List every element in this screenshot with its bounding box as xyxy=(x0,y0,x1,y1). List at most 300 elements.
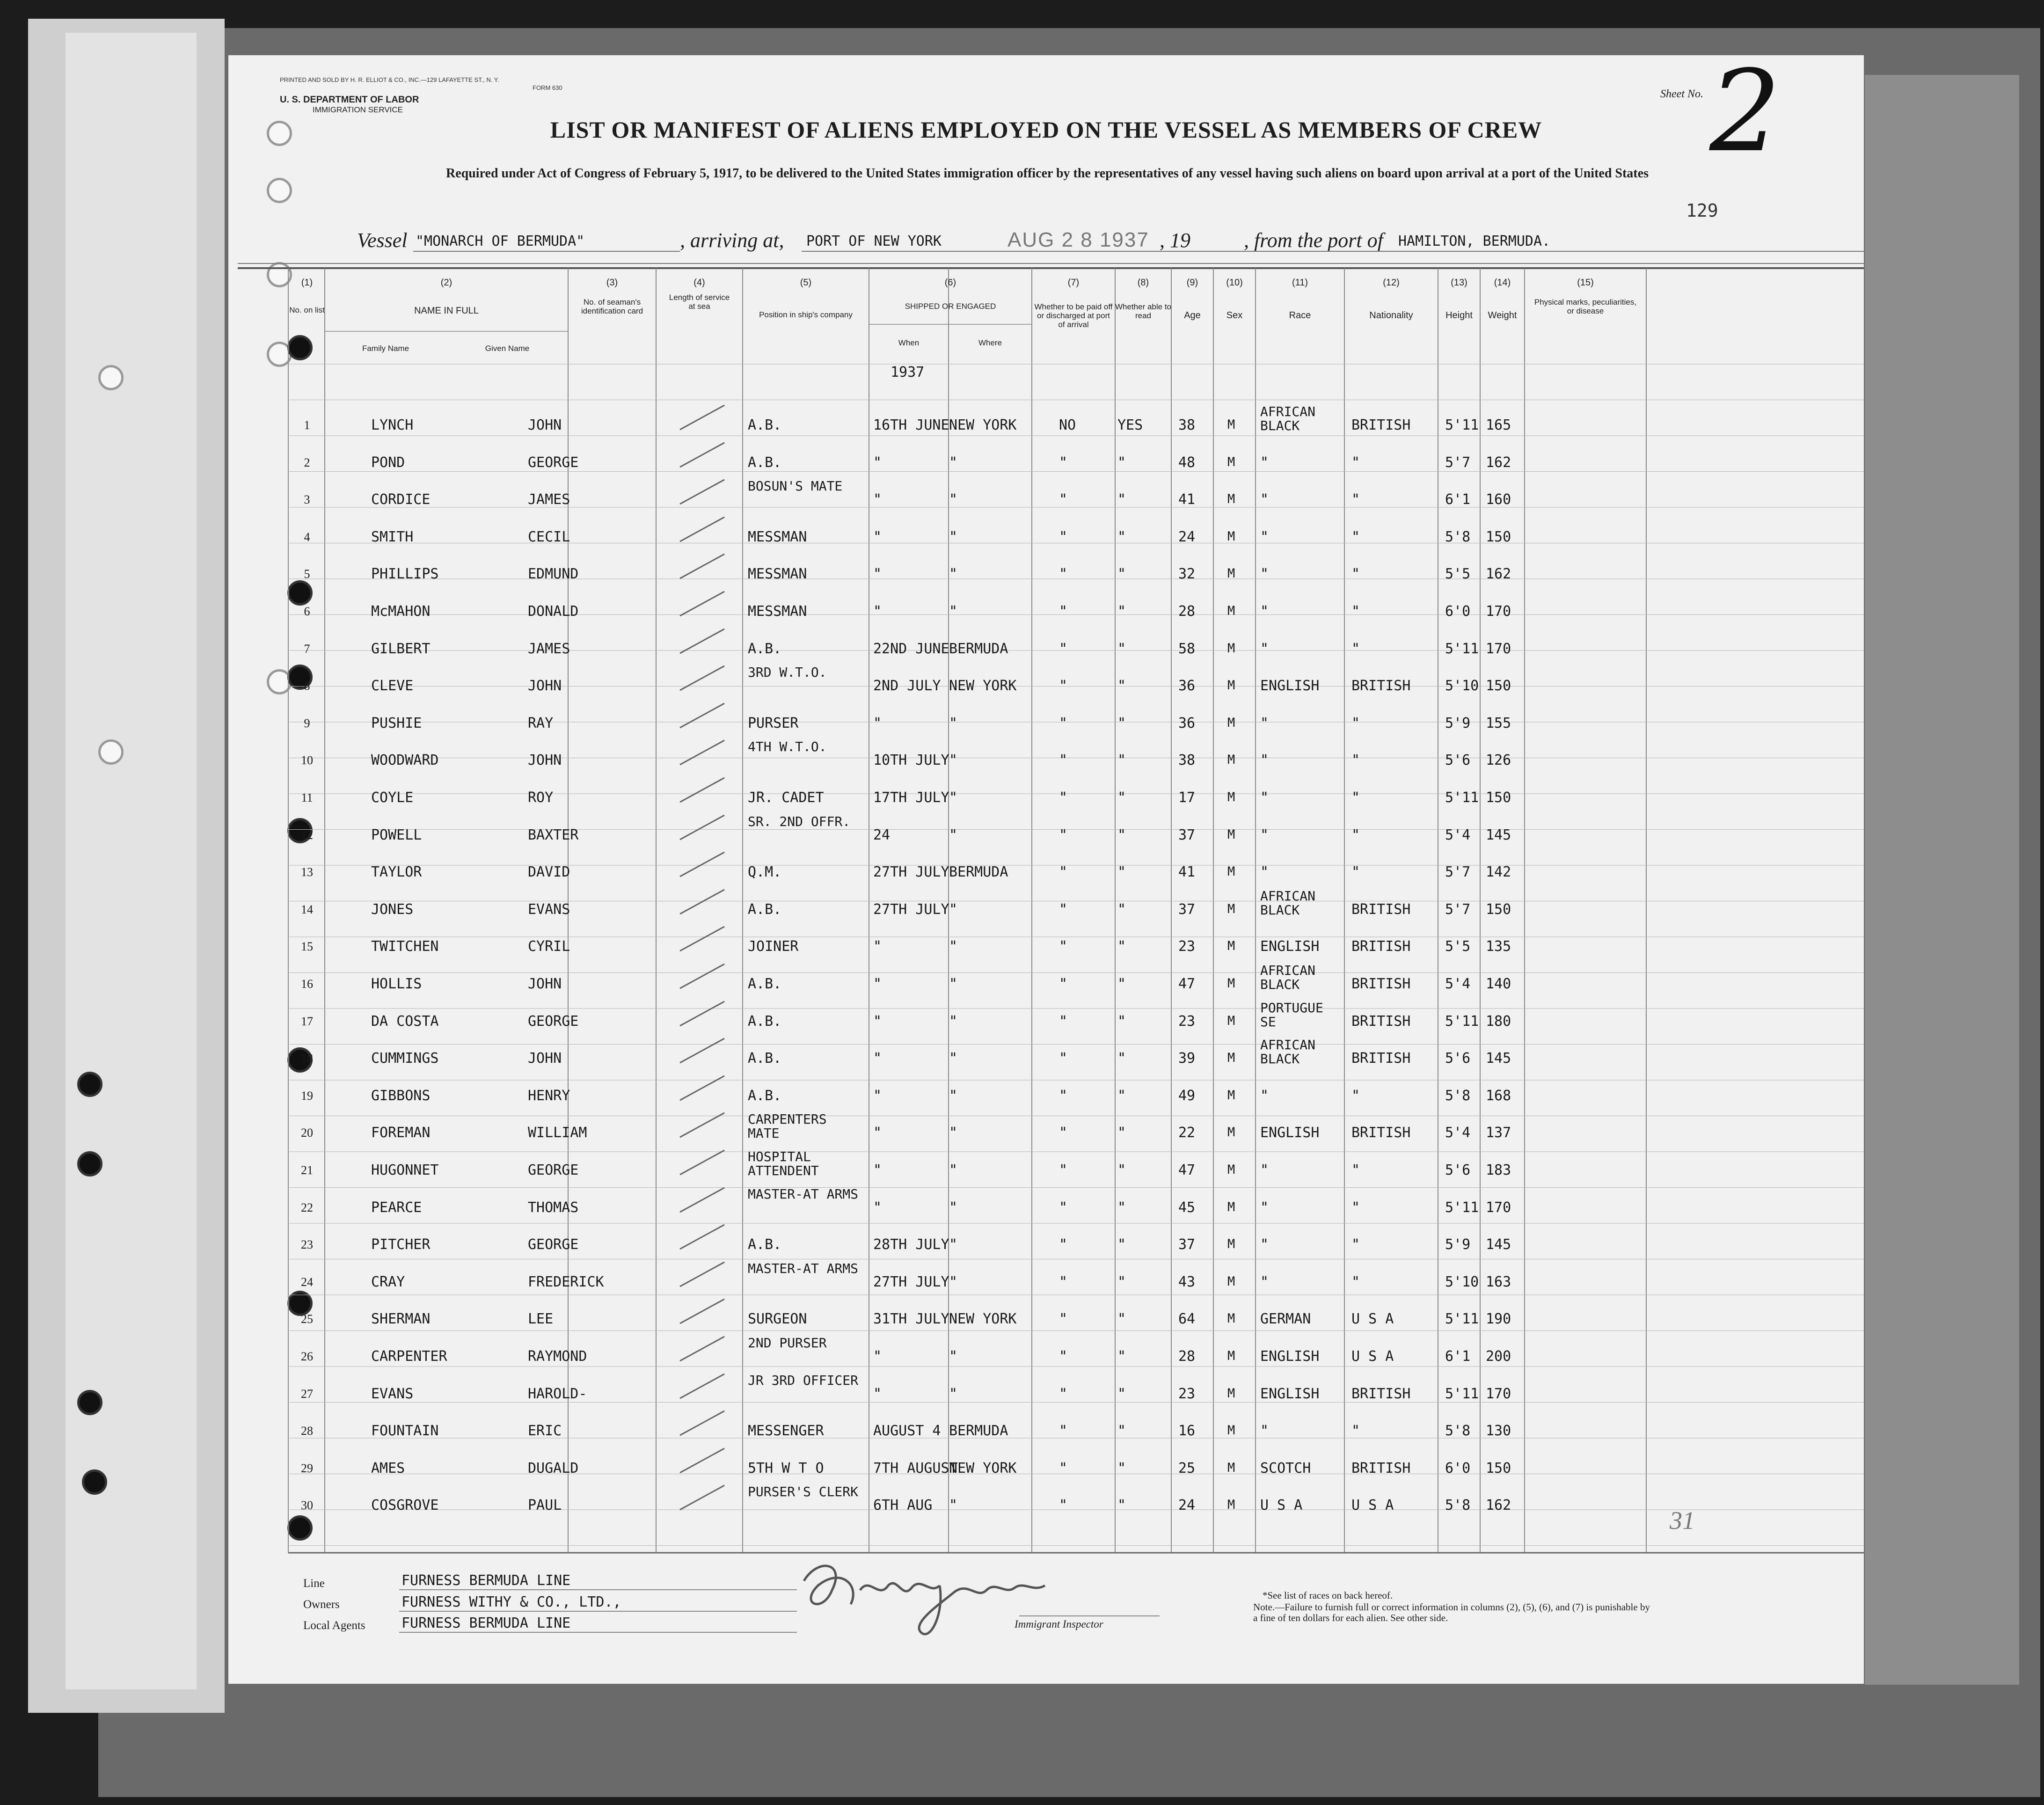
cell-height: 5'7 xyxy=(1445,864,1471,881)
check-mark xyxy=(678,625,729,658)
cell-race: " xyxy=(1260,789,1269,806)
cell-sex: M xyxy=(1227,827,1235,842)
cell-paid: " xyxy=(1059,864,1068,881)
cell-when: " xyxy=(873,938,882,955)
cell-read: " xyxy=(1117,1162,1126,1178)
cell-when: 22ND JUNE xyxy=(873,640,949,657)
col-family-name-header: Family Name xyxy=(362,344,409,353)
col2-number: (2) xyxy=(440,278,453,288)
cell-age: 37 xyxy=(1178,901,1196,918)
cell-race: " xyxy=(1260,603,1269,620)
cell-position: MESSMAN xyxy=(748,528,807,545)
cell-when: 27TH JULY xyxy=(873,901,949,918)
cell-family: GILBERT xyxy=(371,640,431,657)
cell-nationality: BRITISH xyxy=(1351,1460,1411,1476)
cell-height: 6'1 xyxy=(1445,491,1471,508)
cell-paid: " xyxy=(1059,1087,1068,1104)
cell-where: " xyxy=(949,1162,958,1178)
cell-paid: " xyxy=(1059,938,1068,955)
cell-where: " xyxy=(949,789,958,806)
signature-rule xyxy=(1019,1615,1160,1616)
cell-position: A.B. xyxy=(748,454,782,471)
cell-weight: 150 xyxy=(1486,789,1511,806)
cell-position: PURSER'S CLERK xyxy=(748,1484,859,1500)
cell-paid: " xyxy=(1059,1497,1068,1514)
cell-read: " xyxy=(1117,528,1126,545)
cell-position: PURSER xyxy=(748,715,799,731)
check-mark xyxy=(678,588,729,621)
cell-nationality: BRITISH xyxy=(1351,938,1411,955)
cell-where: " xyxy=(949,1236,958,1253)
col-height-header: Height xyxy=(1445,310,1473,321)
cell-family: POND xyxy=(371,454,405,471)
cell-sex: M xyxy=(1227,1199,1235,1214)
cell-nationality: " xyxy=(1351,789,1360,806)
cell-race: U S A xyxy=(1260,1497,1303,1514)
cell-race: " xyxy=(1260,1273,1269,1290)
cell-read: " xyxy=(1117,1087,1126,1104)
cell-given: JOHN xyxy=(528,752,562,769)
cell-weight: 150 xyxy=(1486,1460,1511,1476)
cell-family: COYLE xyxy=(371,789,414,806)
cell-read: YES xyxy=(1117,417,1143,433)
cell-sex: M xyxy=(1227,641,1235,656)
cell-age: 43 xyxy=(1178,1273,1196,1290)
cell-paid: " xyxy=(1059,826,1068,843)
cell-where: " xyxy=(949,901,958,918)
cell-age: 58 xyxy=(1178,640,1196,657)
cell-weight: 163 xyxy=(1486,1273,1511,1290)
check-mark xyxy=(678,886,729,919)
cell-given: ERIC xyxy=(528,1423,562,1440)
cell-height: 5'8 xyxy=(1445,528,1471,545)
cell-read: " xyxy=(1117,1423,1126,1440)
check-mark xyxy=(678,1370,729,1403)
cell-given: JAMES xyxy=(528,640,570,657)
footer-rule xyxy=(399,1611,797,1612)
cell-position: Q.M. xyxy=(748,864,782,881)
cell-no: 18 xyxy=(301,1052,313,1066)
cell-sex: M xyxy=(1227,939,1235,954)
cell-height: 5'6 xyxy=(1445,1050,1471,1067)
col-shipped-header: SHIPPED OR ENGAGED xyxy=(905,302,996,311)
cell-race: ENGLISH xyxy=(1260,1385,1320,1402)
cell-race: PORTUGUE SE xyxy=(1260,1000,1323,1030)
check-mark xyxy=(678,960,729,993)
vessel-label: Vessel xyxy=(357,229,408,252)
cell-height: 5'11 xyxy=(1445,1311,1479,1328)
col15-number: (15) xyxy=(1577,278,1594,288)
cell-race: " xyxy=(1260,454,1269,471)
cell-weight: 162 xyxy=(1486,566,1511,583)
cell-age: 24 xyxy=(1178,1497,1196,1514)
cell-age: 48 xyxy=(1178,454,1196,471)
cell-sex: M xyxy=(1227,492,1235,507)
cell-sex: M xyxy=(1227,1311,1235,1326)
cell-where: " xyxy=(949,454,958,471)
cell-age: 23 xyxy=(1178,1385,1196,1402)
left-page-stack-inner xyxy=(66,33,197,1689)
cell-paid: " xyxy=(1059,1423,1068,1440)
sheet-number: 2 xyxy=(1709,55,1781,177)
cell-given: JOHN xyxy=(528,678,562,694)
cell-race: " xyxy=(1260,1087,1269,1104)
cell-paid: " xyxy=(1059,901,1068,918)
cell-where: " xyxy=(949,1087,958,1104)
line-value: FURNESS BERMUDA LINE xyxy=(402,1572,571,1589)
cell-paid: " xyxy=(1059,789,1068,806)
cell-nationality: U S A xyxy=(1351,1497,1394,1514)
cell-height: 5'6 xyxy=(1445,1162,1471,1178)
cell-where: " xyxy=(949,715,958,731)
col-physical-marks-header: Physical marks, peculiarities, or disease xyxy=(1534,298,1637,315)
from-label: , from the port of xyxy=(1244,229,1383,252)
cell-position: MASTER-AT ARMS xyxy=(748,1260,859,1276)
cell-family: EVANS xyxy=(371,1385,414,1402)
cell-position: A.B. xyxy=(748,1013,782,1030)
cell-height: 5'11 xyxy=(1445,1013,1479,1030)
cell-age: 28 xyxy=(1178,603,1196,620)
stamped-serial: 129 xyxy=(1686,200,1718,221)
cell-no: 27 xyxy=(301,1387,313,1401)
cell-weight: 170 xyxy=(1486,1199,1511,1216)
cell-family: COSGROVE xyxy=(371,1497,439,1514)
cell-weight: 145 xyxy=(1486,1236,1511,1253)
cell-read: " xyxy=(1117,789,1126,806)
cell-read: " xyxy=(1117,1013,1126,1030)
col-sex-header: Sex xyxy=(1226,310,1243,321)
cell-read: " xyxy=(1117,1311,1126,1328)
cell-nationality: " xyxy=(1351,1162,1360,1178)
check-mark xyxy=(678,439,729,472)
cell-where: " xyxy=(949,1199,958,1216)
cell-family: TAYLOR xyxy=(371,864,422,881)
cell-family: SMITH xyxy=(371,528,414,545)
cell-nationality: U S A xyxy=(1351,1311,1394,1328)
cell-when: 7TH AUGUST xyxy=(873,1460,958,1476)
cell-position: 2ND PURSER xyxy=(748,1335,827,1351)
cell-sex: M xyxy=(1227,1051,1235,1066)
cell-paid: " xyxy=(1059,491,1068,508)
cell-height: 5'11 xyxy=(1445,789,1479,806)
cell-family: GIBBONS xyxy=(371,1087,431,1104)
cell-age: 49 xyxy=(1178,1087,1196,1104)
cell-where: " xyxy=(949,1348,958,1365)
cell-no: 21 xyxy=(301,1163,313,1177)
cell-no: 16 xyxy=(301,977,313,991)
col-age-header: Age xyxy=(1184,310,1201,321)
col-paid-off-header: Whether to be paid off or discharged at port of arrival xyxy=(1034,302,1113,329)
check-mark xyxy=(678,774,729,807)
agents-label: Local Agents xyxy=(303,1619,365,1632)
cell-height: 6'0 xyxy=(1445,1460,1471,1476)
arrival-date-stamp: AUG 2 8 1937 xyxy=(1007,228,1149,251)
cell-read: " xyxy=(1117,976,1126,992)
printer-credit: PRINTED AND SOLD BY H. R. ELLIOT & CO., INC.—129 LAFAYETTE ST., N. Y. FORM 630 xyxy=(280,76,562,91)
cell-sex: M xyxy=(1227,1498,1235,1513)
cell-age: 22 xyxy=(1178,1125,1196,1141)
cell-weight: 150 xyxy=(1486,528,1511,545)
cell-family: PEARCE xyxy=(371,1199,422,1216)
cell-family: HUGONNET xyxy=(371,1162,439,1178)
cell-family: TWITCHEN xyxy=(371,938,439,955)
cell-where: BERMUDA xyxy=(949,1423,1008,1440)
page-subtitle: Required under Act of Congress of February 5, 1917, to be delivered to the United States immigration officer by the representatives of any vessel having such aliens on board upon arrival at a port of the United States xyxy=(446,166,1649,181)
cell-position: A.B. xyxy=(748,901,782,918)
cell-sex: M xyxy=(1227,1274,1235,1289)
cell-paid: " xyxy=(1059,1311,1068,1328)
page-title: LIST OR MANIFEST OF ALIENS EMPLOYED ON THE VESSEL AS MEMBERS OF CREW xyxy=(550,117,1542,143)
col12-number: (12) xyxy=(1383,278,1400,288)
col11-number: (11) xyxy=(1292,278,1308,288)
cell-position: A.B. xyxy=(748,417,782,433)
cell-race: " xyxy=(1260,566,1269,583)
cell-when: 28TH JULY xyxy=(873,1236,949,1253)
check-mark xyxy=(678,1333,729,1366)
cell-paid: " xyxy=(1059,1348,1068,1365)
cell-race: ENGLISH xyxy=(1260,1125,1320,1141)
cell-no: 11 xyxy=(301,791,313,804)
cell-no: 10 xyxy=(301,753,313,767)
cell-family: McMAHON xyxy=(371,603,431,620)
cell-position: JR. CADET xyxy=(748,789,824,806)
cell-weight: 135 xyxy=(1486,938,1511,955)
cell-race: ENGLISH xyxy=(1260,1348,1320,1365)
cell-paid: " xyxy=(1059,715,1068,731)
cell-position: SURGEON xyxy=(748,1311,807,1328)
cell-sex: M xyxy=(1227,1162,1235,1177)
col6-number: (6) xyxy=(944,278,956,288)
cell-family: SHERMAN xyxy=(371,1311,431,1328)
cell-nationality: " xyxy=(1351,566,1360,583)
cell-no: 5 xyxy=(304,567,310,581)
cell-when: 31TH JULY xyxy=(873,1311,949,1328)
cell-read: " xyxy=(1117,454,1126,471)
cell-sex: M xyxy=(1227,715,1235,730)
cell-paid: " xyxy=(1059,1013,1068,1030)
cell-age: 41 xyxy=(1178,864,1196,881)
col13-number: (13) xyxy=(1451,278,1467,288)
check-mark xyxy=(678,1295,729,1328)
cell-given: RAY xyxy=(528,715,554,731)
cell-height: 5'11 xyxy=(1445,640,1479,657)
cell-nationality: " xyxy=(1351,1199,1360,1216)
cell-sex: M xyxy=(1227,1386,1235,1401)
cell-when: " xyxy=(873,566,882,583)
cell-paid: " xyxy=(1059,1199,1068,1216)
cell-read: " xyxy=(1117,603,1126,620)
cell-position: MESSMAN xyxy=(748,566,807,583)
cell-paid: " xyxy=(1059,528,1068,545)
cell-nationality: " xyxy=(1351,454,1360,471)
cell-no: 3 xyxy=(304,493,310,507)
cell-no: 1 xyxy=(304,418,310,432)
cell-given: CYRIL xyxy=(528,938,570,955)
cell-family: CUMMINGS xyxy=(371,1050,439,1067)
cell-no: 2 xyxy=(304,455,310,469)
cell-when: 10TH JULY xyxy=(873,752,949,769)
cell-weight: 183 xyxy=(1486,1162,1511,1178)
cell-height: 5'4 xyxy=(1445,976,1471,992)
cell-height: 5'5 xyxy=(1445,566,1471,583)
cell-weight: 155 xyxy=(1486,715,1511,731)
cell-weight: 145 xyxy=(1486,826,1511,843)
cell-race: ENGLISH xyxy=(1260,938,1320,955)
cell-race: AFRICAN BLACK xyxy=(1260,963,1316,992)
check-mark xyxy=(678,998,729,1030)
cell-position: 4TH W.T.O. xyxy=(748,739,827,755)
cell-given: ROY xyxy=(528,789,554,806)
owners-label: Owners xyxy=(303,1598,340,1611)
cell-read: " xyxy=(1117,715,1126,731)
cell-position: MESSMAN xyxy=(748,603,807,620)
cell-age: 38 xyxy=(1178,752,1196,769)
cell-height: 5'11 xyxy=(1445,1385,1479,1402)
cell-sex: M xyxy=(1227,454,1235,469)
footer-rule xyxy=(399,1589,797,1590)
cell-where: " xyxy=(949,491,958,508)
cell-position: A.B. xyxy=(748,640,782,657)
cell-height: 6'0 xyxy=(1445,603,1471,620)
right-binding-strip xyxy=(1865,75,2019,1685)
cell-age: 24 xyxy=(1178,528,1196,545)
check-mark xyxy=(678,402,729,434)
cell-read: " xyxy=(1117,566,1126,583)
check-mark xyxy=(678,811,729,844)
cell-height: 5'4 xyxy=(1445,1125,1471,1141)
cell-when: " xyxy=(873,1199,882,1216)
cell-given: GEORGE xyxy=(528,454,579,471)
check-mark xyxy=(678,1184,729,1217)
cell-weight: 150 xyxy=(1486,901,1511,918)
cell-where: " xyxy=(949,1497,958,1514)
cell-read: " xyxy=(1117,1199,1126,1216)
cell-age: 41 xyxy=(1178,491,1196,508)
agents-value: FURNESS BERMUDA LINE xyxy=(402,1615,571,1631)
cell-no: 7 xyxy=(304,642,310,656)
races-note: *See list of races on back hereof. xyxy=(1263,1590,1393,1601)
cell-no: 29 xyxy=(301,1461,313,1475)
sheet-number-label: Sheet No. xyxy=(1660,88,1703,100)
cell-read: " xyxy=(1117,1385,1126,1402)
check-mark xyxy=(678,1221,729,1254)
cell-position: A.B. xyxy=(748,1087,782,1104)
cell-family: FOREMAN xyxy=(371,1125,431,1141)
cell-nationality: " xyxy=(1351,1273,1360,1290)
cell-where: BERMUDA xyxy=(949,640,1008,657)
cell-where: " xyxy=(949,938,958,955)
cell-when: " xyxy=(873,603,882,620)
cell-nationality: " xyxy=(1351,715,1360,731)
cell-read: " xyxy=(1117,752,1126,769)
owners-value: FURNESS WITHY & CO., LTD., xyxy=(402,1594,621,1610)
cell-age: 23 xyxy=(1178,938,1196,955)
cell-read: " xyxy=(1117,1050,1126,1067)
manifest-page xyxy=(228,55,1864,1684)
cell-age: 37 xyxy=(1178,1236,1196,1253)
cell-paid: NO xyxy=(1059,417,1076,433)
cell-family: POWELL xyxy=(371,826,422,843)
cell-age: 25 xyxy=(1178,1460,1196,1476)
check-mark xyxy=(678,662,729,695)
arrival-port: PORT OF NEW YORK xyxy=(806,233,942,249)
cell-position: CARPENTERS MATE xyxy=(748,1111,827,1141)
cell-age: 16 xyxy=(1178,1423,1196,1440)
cell-weight: 170 xyxy=(1486,603,1511,620)
cell-when: 6TH AUG xyxy=(873,1497,933,1514)
cell-given: LEE xyxy=(528,1311,554,1328)
cell-no: 26 xyxy=(301,1350,313,1363)
col-position-header: Position in ship's company xyxy=(759,310,853,319)
cell-read: " xyxy=(1117,938,1126,955)
cell-where: NEW YORK xyxy=(949,1311,1017,1328)
cell-position: HOSPITAL ATTENDENT xyxy=(748,1149,819,1178)
cell-no: 25 xyxy=(301,1312,313,1326)
cell-weight: 162 xyxy=(1486,1497,1511,1514)
inspector-signature xyxy=(790,1548,1080,1651)
cell-paid: " xyxy=(1059,1236,1068,1253)
cell-given: WILLIAM xyxy=(528,1125,587,1141)
cell-where: " xyxy=(949,1013,958,1030)
cell-given: JOHN xyxy=(528,976,562,992)
cell-height: 5'10 xyxy=(1445,1273,1479,1290)
cell-given: FREDERICK xyxy=(528,1273,604,1290)
cell-race: " xyxy=(1260,1423,1269,1440)
cell-paid: " xyxy=(1059,678,1068,694)
cell-when: " xyxy=(873,1050,882,1067)
cell-no: 24 xyxy=(301,1275,313,1289)
cell-race: " xyxy=(1260,1199,1269,1216)
check-mark xyxy=(678,1109,729,1142)
cell-no: 28 xyxy=(301,1424,313,1438)
cell-age: 28 xyxy=(1178,1348,1196,1365)
cell-no: 13 xyxy=(301,865,313,879)
binder-hole xyxy=(77,1072,102,1097)
cell-weight: 165 xyxy=(1486,417,1511,433)
cell-paid: " xyxy=(1059,640,1068,657)
cell-weight: 130 xyxy=(1486,1423,1511,1440)
cell-given: DUGALD xyxy=(528,1460,579,1476)
cell-age: 47 xyxy=(1178,1162,1196,1178)
cell-weight: 200 xyxy=(1486,1348,1511,1365)
binder-hole xyxy=(82,1469,107,1495)
col1-number: (1) xyxy=(301,278,313,288)
cell-height: 5'8 xyxy=(1445,1087,1471,1104)
cell-sex: M xyxy=(1227,753,1235,767)
col10-number: (10) xyxy=(1226,278,1243,288)
line-label: Line xyxy=(303,1577,325,1590)
cell-given: EVANS xyxy=(528,901,570,918)
cell-nationality: BRITISH xyxy=(1351,678,1411,694)
cell-race: " xyxy=(1260,1236,1269,1253)
cell-sex: M xyxy=(1227,566,1235,581)
cell-height: 5'7 xyxy=(1445,901,1471,918)
cell-when: " xyxy=(873,454,882,471)
cell-paid: " xyxy=(1059,1050,1068,1067)
cell-paid: " xyxy=(1059,1460,1068,1476)
cell-age: 36 xyxy=(1178,678,1196,694)
cell-nationality: " xyxy=(1351,826,1360,843)
cell-weight: 180 xyxy=(1486,1013,1511,1030)
cell-sex: M xyxy=(1227,790,1235,804)
cell-height: 5'6 xyxy=(1445,752,1471,769)
cell-read: " xyxy=(1117,901,1126,918)
cell-given: EDMUND xyxy=(528,566,579,583)
col-name-header: NAME IN FULL xyxy=(414,306,479,316)
cell-given: BAXTER xyxy=(528,826,579,843)
cell-age: 17 xyxy=(1178,789,1196,806)
cell-when: " xyxy=(873,491,882,508)
